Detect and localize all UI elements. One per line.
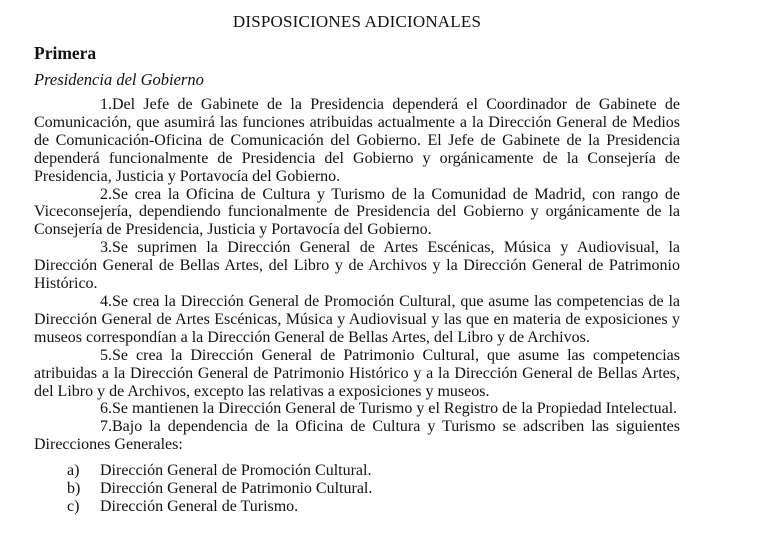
paragraph-text: Se crea la Oficina de Cultura y Turismo de la Comunidad de Madrid, con rango de Viceconsejería, dependiendo funcionalmente de Presidencia del Gobierno y orgánicamente de la Consejería de Presidencia, Justicia y Portavocía del Gobierno. — [34, 185, 680, 239]
paragraph-6 — [34, 400, 680, 418]
page-heading: DISPOSICIONES ADICIONALES — [232, 12, 482, 31]
paragraph-text: Se crea la Dirección General de Patrimonio Cultural, que asume las competencias atribuidas a la Dirección General de Patrimonio Histórico y a la Dirección General de Bellas Artes, del Libro y de Archivos, excepto las relativas a exposiciones y museos. — [34, 346, 680, 400]
paragraph-2 — [34, 186, 680, 240]
list-item-text: Dirección General de Promoción Cultural. — [100, 462, 372, 480]
paragraph-number: 5. — [100, 346, 112, 364]
list-item-letter: a) — [67, 462, 80, 480]
paragraph-number: 1. — [100, 96, 112, 113]
section-title: Primera — [34, 43, 97, 63]
paragraph-number: 3. — [100, 239, 112, 257]
paragraph-text: Bajo la dependencia de la Oficina de Cultura y Turismo se adscriben las siguientes Direcciones Generales: — [34, 418, 680, 454]
paragraph-number: 6. — [100, 400, 112, 418]
list-item — [34, 462, 680, 480]
paragraph-text: Del Jefe de Gabinete de la Presidencia dependerá el Coordinador de Gabinete de Comunicación, que asumirá las funciones atribuidas actualmente a la Dirección General de Medios de Comunicación-Oficina de Comunicación del Gobierno. El Jefe de Gabinete de la Presidencia dependerá funcionalmente de Presidencia del Gobierno y orgánicamente de la Consejería de Presidencia, Justicia y Portavocía del Gobierno. — [34, 96, 680, 185]
paragraph-5 — [34, 347, 680, 401]
paragraph-7 — [34, 418, 680, 454]
paragraph-number: 2. — [100, 185, 112, 203]
list-item-text: Dirección General de Turismo. — [100, 497, 299, 515]
paragraph-text: Se suprimen la Dirección General de Artes Escénicas, Música y Audiovisual, la Dirección General de Bellas Artes, del Libro y de Archivos y la Dirección General de Patrimonio Histórico. — [34, 239, 680, 293]
document-page — [34, 0, 680, 516]
section-subtitle: Presidencia del Gobierno — [34, 70, 204, 89]
paragraph-text: Se mantienen la Dirección General de Turismo y el Registro de la Propiedad Intelectual. — [112, 400, 678, 418]
paragraph-text: Se crea la Dirección General de Promoción Cultural, que asume las competencias de la Dirección General de Artes Escénicas, Música y Audiovisual y las que en materia de exposiciones y museos correspondían a la Dirección General de Bellas Artes, del Libro y de Archivos. — [34, 292, 680, 346]
paragraph-list — [34, 96, 680, 454]
list-item-letter: b) — [67, 480, 81, 498]
paragraph-4 — [34, 293, 680, 347]
paragraph-3 — [34, 239, 680, 293]
list-item — [34, 498, 680, 516]
sub-list — [34, 462, 680, 516]
list-item-letter: c) — [67, 497, 80, 515]
list-item — [34, 480, 680, 498]
paragraph-number: 7. — [100, 418, 112, 436]
paragraph-1 — [34, 96, 680, 186]
paragraph-number: 4. — [100, 292, 112, 310]
list-item-text: Dirección General de Patrimonio Cultural. — [100, 480, 373, 498]
